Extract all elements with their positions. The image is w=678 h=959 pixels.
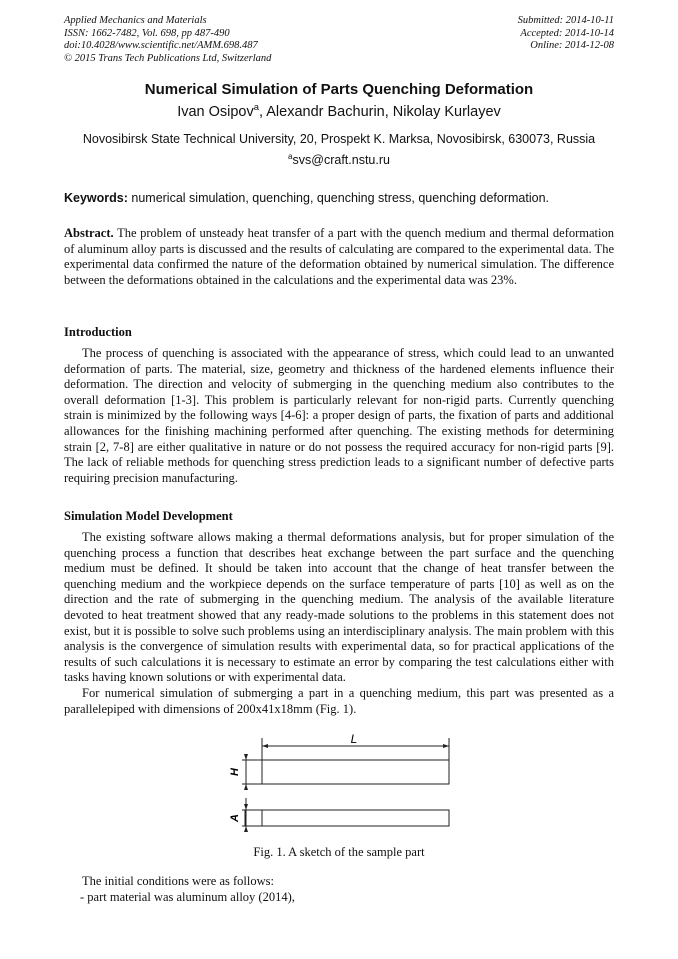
l-arrow-right — [443, 744, 449, 748]
h-arrow-top — [244, 754, 248, 760]
authors-line — [0, 101, 678, 120]
simulation-heading: Simulation Model Development — [64, 509, 233, 523]
abstract-text: The problem of unsteady heat transfer of a part with the quench medium and thermal deformation of aluminum alloy parts is discussed and the results of calculating are compared to the experimental data. The experimental data confirmed the nature of the deformation obtained by numerical simulation. The difference between the deformations obtained in the calculations and the experimental data was 23%. — [64, 226, 614, 287]
label-l: L — [350, 734, 358, 746]
initial-conditions — [64, 874, 614, 905]
journal-info — [64, 15, 271, 65]
introduction-heading: Introduction — [64, 325, 132, 339]
submitted-date: Submitted: 2014-10-11 — [517, 15, 614, 26]
a-arrow-bottom — [244, 826, 248, 832]
a-arrow-top — [244, 804, 248, 810]
paper-title: Numerical Simulation of Parts Quenching Deformation — [144, 81, 534, 98]
author-rest: , Alexandr Bachurin, Nikolay Kurlayev — [259, 104, 501, 120]
simulation-section — [64, 530, 614, 717]
author-superscript: a — [253, 101, 259, 113]
introduction-paragraph: The process of quenching is associated with the appearance of stress, which could lead to an unwanted deformation of parts. The material, size, geometry and thickness of the hardened elements influence their deformation. The direction and velocity of submerging in the quenching medium also contributes to the overall deformation [1-3]. This problem is particularly relevant for non-rigid parts. Currently quenching strain is minimized by the following ways [4-6]: a proper design of parts, the fixation of parts and additional allowances for the finishing machining performed after quenching. The existing methods for determining strain [2, 7-8] are either qualitative in nature or do not possess the required accuracy for non-rigid parts [9]. The lack of reliable methods for quenching stress prediction leads to a significant number of defective parts requiring precision manufacturing. — [64, 346, 614, 485]
keywords — [64, 191, 614, 205]
initial-conditions-intro: The initial conditions were as follows: — [82, 874, 274, 888]
doi-line[interactable]: doi:10.4028/www.scientific.net/AMM.698.487 — [64, 40, 258, 52]
affiliation: Novosibirsk State Technical University, 20, Prospekt K. Marksa, Novosibirsk, 630073, Russia — [82, 132, 596, 146]
sample-sketch-figure — [200, 734, 460, 834]
h-arrow-bottom — [244, 784, 248, 790]
label-a: A — [229, 814, 241, 822]
l-arrow-left — [262, 744, 268, 748]
abstract — [64, 226, 614, 288]
email-address[interactable]: svs@craft.nstu.ru — [292, 153, 390, 167]
figure-caption: Fig. 1. A sketch of the sample part — [253, 845, 425, 859]
online-date: Online: 2014-12-08 — [530, 40, 614, 52]
simulation-paragraph-1: The existing software allows making a thermal deformations analysis, but for proper simulation of the quenching process a function that describes heat exchange between the part surface and the quenching medium must be defined. It should be taken into account that the change of heat transfer between the quenching medium and the workpiece depends on the surface temperature of parts [10] as well as on the direction and the rate of submerging in the quenching medium. The analysis of the available literature devoted to heat treatment showed that any ready-made solutions to the problems in this statement does not exist, but it is possible to solve such problems using an interdisciplinary analysis. The main problem with this analysis is the convergence of simulation results with experimental data, so for practical applications of the results of such calculations it is necessary to estimate an error by comparing the test calculations either with tasks having known solutions or with experimental data. — [64, 530, 614, 685]
dates-info — [518, 15, 614, 53]
keywords-text: numerical simulation, quenching, quenching stress, quenching deformation. — [127, 191, 549, 205]
part-side-view — [245, 810, 449, 826]
initial-conditions-item: - part material was aluminum alloy (2014), — [80, 889, 295, 904]
introduction-section — [64, 346, 614, 486]
journal-name: Applied Mechanics and Materials — [64, 15, 207, 26]
part-top-view — [262, 760, 449, 784]
issn-line: ISSN: 1662-7482, Vol. 698, pp 487-490 — [64, 27, 230, 39]
email-line — [0, 153, 678, 167]
accepted-date: Accepted: 2014-10-14 — [520, 27, 614, 39]
keywords-label: Keywords: — [64, 191, 128, 205]
copyright-line: © 2015 Trans Tech Publications Ltd, Switzerland — [64, 52, 272, 64]
author-first: Ivan Osipov — [177, 104, 254, 120]
abstract-label: Abstract. — [64, 226, 114, 240]
simulation-paragraph-2: For numerical simulation of submerging a part in a quenching medium, this part was presented as a parallelepiped with dimensions of 200x41x18mm (Fig. 1). — [64, 685, 614, 716]
label-h: H — [229, 768, 241, 776]
email-superscript: a — [288, 151, 293, 161]
